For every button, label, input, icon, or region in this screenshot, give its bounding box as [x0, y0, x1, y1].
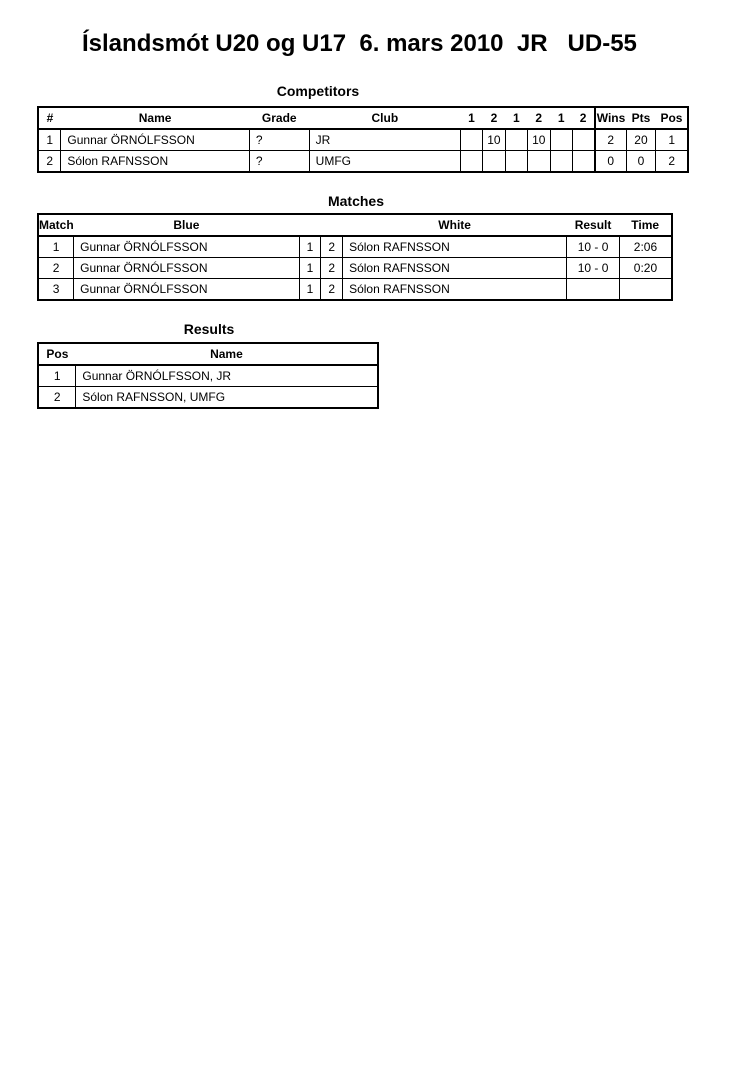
- col-header: 2: [572, 107, 595, 129]
- cell: 10: [527, 129, 550, 151]
- cell: Gunnar ÖRNÓLFSSON: [74, 258, 299, 279]
- cell: 10 - 0: [567, 236, 620, 258]
- cell: 2: [321, 258, 343, 279]
- competitors-table: [37, 106, 689, 173]
- col-header: [321, 214, 343, 236]
- competitors-header-row: [38, 107, 688, 129]
- cell: [550, 151, 572, 173]
- table-row: [38, 365, 378, 387]
- col-header: Result: [567, 214, 620, 236]
- col-header: [299, 214, 321, 236]
- cell: [567, 279, 620, 301]
- cell: Gunnar ÖRNÓLFSSON, JR: [76, 365, 378, 387]
- cell: Sólon RAFNSSON: [343, 236, 567, 258]
- cell: 2: [38, 387, 76, 409]
- col-header: 1: [505, 107, 527, 129]
- col-header: Time: [619, 214, 672, 236]
- cell: 1: [38, 129, 61, 151]
- matches-heading: Matches: [327, 193, 385, 209]
- cell: ?: [249, 151, 309, 173]
- cell: 0:20: [619, 258, 672, 279]
- cell: Gunnar ÖRNÓLFSSON: [74, 236, 299, 258]
- cell: 1: [38, 236, 74, 258]
- cell: [461, 151, 483, 173]
- cell: 1: [299, 236, 321, 258]
- page-title: Íslandsmót U20 og U17 6. mars 2010 JR UD-55: [82, 30, 637, 57]
- table-row: [38, 387, 378, 409]
- col-header: Blue: [74, 214, 299, 236]
- col-header: 2: [482, 107, 505, 129]
- col-header: Club: [309, 107, 460, 129]
- col-header: Name: [61, 107, 249, 129]
- cell: [619, 279, 672, 301]
- col-header: Pts: [626, 107, 656, 129]
- col-header: 1: [461, 107, 483, 129]
- cell: [505, 151, 527, 173]
- cell: [505, 129, 527, 151]
- col-header: Pos: [38, 343, 76, 365]
- results-header-row: [38, 343, 378, 365]
- col-header: Match: [38, 214, 74, 236]
- cell: Sólon RAFNSSON: [343, 258, 567, 279]
- cell: 2: [38, 258, 74, 279]
- col-header: Name: [76, 343, 378, 365]
- cell: [572, 151, 595, 173]
- matches-table: [37, 213, 673, 301]
- col-header: Grade: [249, 107, 309, 129]
- col-header: 1: [550, 107, 572, 129]
- col-header: Wins: [595, 107, 626, 129]
- cell: Sólon RAFNSSON: [343, 279, 567, 301]
- results-table: [37, 342, 379, 409]
- cell: 20: [626, 129, 656, 151]
- cell: 10 - 0: [567, 258, 620, 279]
- cell: JR: [309, 129, 460, 151]
- table-row: [38, 279, 672, 301]
- cell: 3: [38, 279, 74, 301]
- cell: 1: [38, 365, 76, 387]
- cell: Sólon RAFNSSON: [61, 151, 249, 173]
- cell: 1: [656, 129, 688, 151]
- cell: Gunnar ÖRNÓLFSSON: [74, 279, 299, 301]
- table-row: [38, 129, 688, 151]
- cell: 10: [482, 129, 505, 151]
- cell: Gunnar ÖRNÓLFSSON: [61, 129, 249, 151]
- competitors-heading: Competitors: [276, 83, 360, 99]
- cell: 1: [299, 258, 321, 279]
- cell: 2: [595, 129, 626, 151]
- cell: [572, 129, 595, 151]
- cell: [461, 129, 483, 151]
- cell: [482, 151, 505, 173]
- col-header: White: [343, 214, 567, 236]
- cell: 2: [656, 151, 688, 173]
- table-row: [38, 258, 672, 279]
- col-header: #: [38, 107, 61, 129]
- cell: [527, 151, 550, 173]
- cell: UMFG: [309, 151, 460, 173]
- table-row: [38, 151, 688, 173]
- col-header: 2: [527, 107, 550, 129]
- cell: 0: [595, 151, 626, 173]
- cell: 0: [626, 151, 656, 173]
- cell: 1: [299, 279, 321, 301]
- cell: ?: [249, 129, 309, 151]
- cell: Sólon RAFNSSON, UMFG: [76, 387, 378, 409]
- col-header: Pos: [656, 107, 688, 129]
- cell: [550, 129, 572, 151]
- results-heading: Results: [183, 321, 235, 337]
- cell: 2: [321, 236, 343, 258]
- matches-header-row: [38, 214, 672, 236]
- cell: 2: [38, 151, 61, 173]
- cell: 2: [321, 279, 343, 301]
- table-row: [38, 236, 672, 258]
- cell: 2:06: [619, 236, 672, 258]
